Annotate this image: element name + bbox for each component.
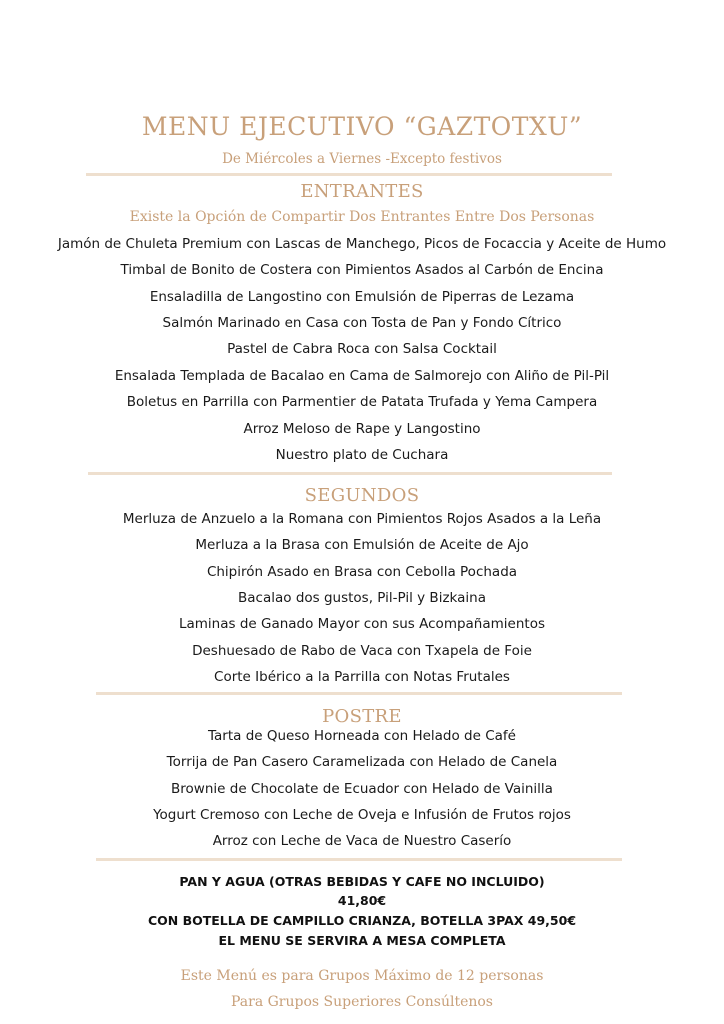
segundo-item: Laminas de Ganado Mayor con sus Acompañamientos (178, 616, 545, 632)
footer-contact: Para Grupos Superiores Consúltenos (231, 994, 493, 1010)
entrante-item: Timbal de Bonito de Costera con Pimientos Asados al Carbón de Encina (120, 262, 604, 278)
segundo-item: Merluza de Anzuelo a la Romana con Pimientos Rojos Asados a la Leña (122, 511, 602, 527)
postre-item: Tarta de Queso Horneada con Helado de Café (208, 728, 516, 744)
postre-item: Torrija de Pan Casero Caramelizada con Helado de Canela (166, 754, 558, 770)
postre-item: Brownie de Chocolate de Ecuador con Helado de Vainilla (171, 781, 553, 797)
segundo-item: Bacalao dos gustos, Pil-Pil y Bizkaina (238, 590, 486, 606)
pricing-line-wine: CON BOTELLA DE CAMPILLO CRIANZA, BOTELLA 3PAX 49,50€ (147, 913, 577, 928)
divider-postre (96, 858, 622, 861)
footer-group-limit: Este Menú es para Grupos Máximo de 12 personas (180, 968, 544, 984)
entrante-item: Jamón de Chuleta Premium con Lascas de Manchego, Picos de Focaccia y Aceite de Humo (57, 236, 667, 252)
divider-top (86, 173, 612, 176)
entrante-item: Ensalada Templada de Bacalao en Cama de Salmorejo con Aliño de Pil-Pil (114, 368, 610, 384)
entrante-item: Arroz Meloso de Rape y Langostino (243, 421, 481, 437)
section-title-postre: POSTRE (322, 706, 402, 727)
segundo-item: Corte Ibérico a la Parrilla con Notas Frutales (214, 669, 510, 685)
entrante-item: Ensaladilla de Langostino con Emulsión de Piperras de Lezama (149, 289, 575, 305)
entrante-item: Salmón Marinado en Casa con Tosta de Pan y Fondo Cítrico (162, 315, 562, 331)
pricing-line-price: 41,80€ (337, 893, 387, 908)
segundo-item: Chipirón Asado en Brasa con Cebolla Pochada (206, 564, 518, 580)
menu-subtitle: De Miércoles a Viernes -Excepto festivos (222, 151, 502, 167)
pricing-line-drinks: PAN Y AGUA (OTRAS BEBIDAS Y CAFE NO INCLUIDO) (179, 874, 545, 889)
menu-title: MENU EJECUTIVO “GAZTOTXU” (141, 112, 583, 141)
divider-entrantes (88, 472, 612, 475)
section-title-segundos: SEGUNDOS (304, 485, 420, 506)
segundo-item: Merluza a la Brasa con Emulsión de Aceite de Ajo (195, 537, 529, 553)
entrante-item: Nuestro plato de Cuchara (275, 447, 449, 463)
entrante-item: Boletus en Parrilla con Parmentier de Patata Trufada y Yema Campera (126, 394, 598, 410)
segundo-item: Deshuesado de Rabo de Vaca con Txapela de Foie (192, 643, 532, 659)
postre-item: Arroz con Leche de Vaca de Nuestro Caserío (212, 833, 512, 849)
pricing-line-service: EL MENU SE SERVIRA A MESA COMPLETA (218, 933, 506, 948)
entrantes-note: Existe la Opción de Compartir Dos Entrantes Entre Dos Personas (129, 209, 595, 225)
entrante-item: Pastel de Cabra Roca con Salsa Cocktail (227, 341, 497, 357)
postre-item: Yogurt Cremoso con Leche de Oveja e Infusión de Frutos rojos (153, 807, 571, 823)
divider-segundos (96, 692, 622, 695)
section-title-entrantes: ENTRANTES (300, 181, 424, 202)
